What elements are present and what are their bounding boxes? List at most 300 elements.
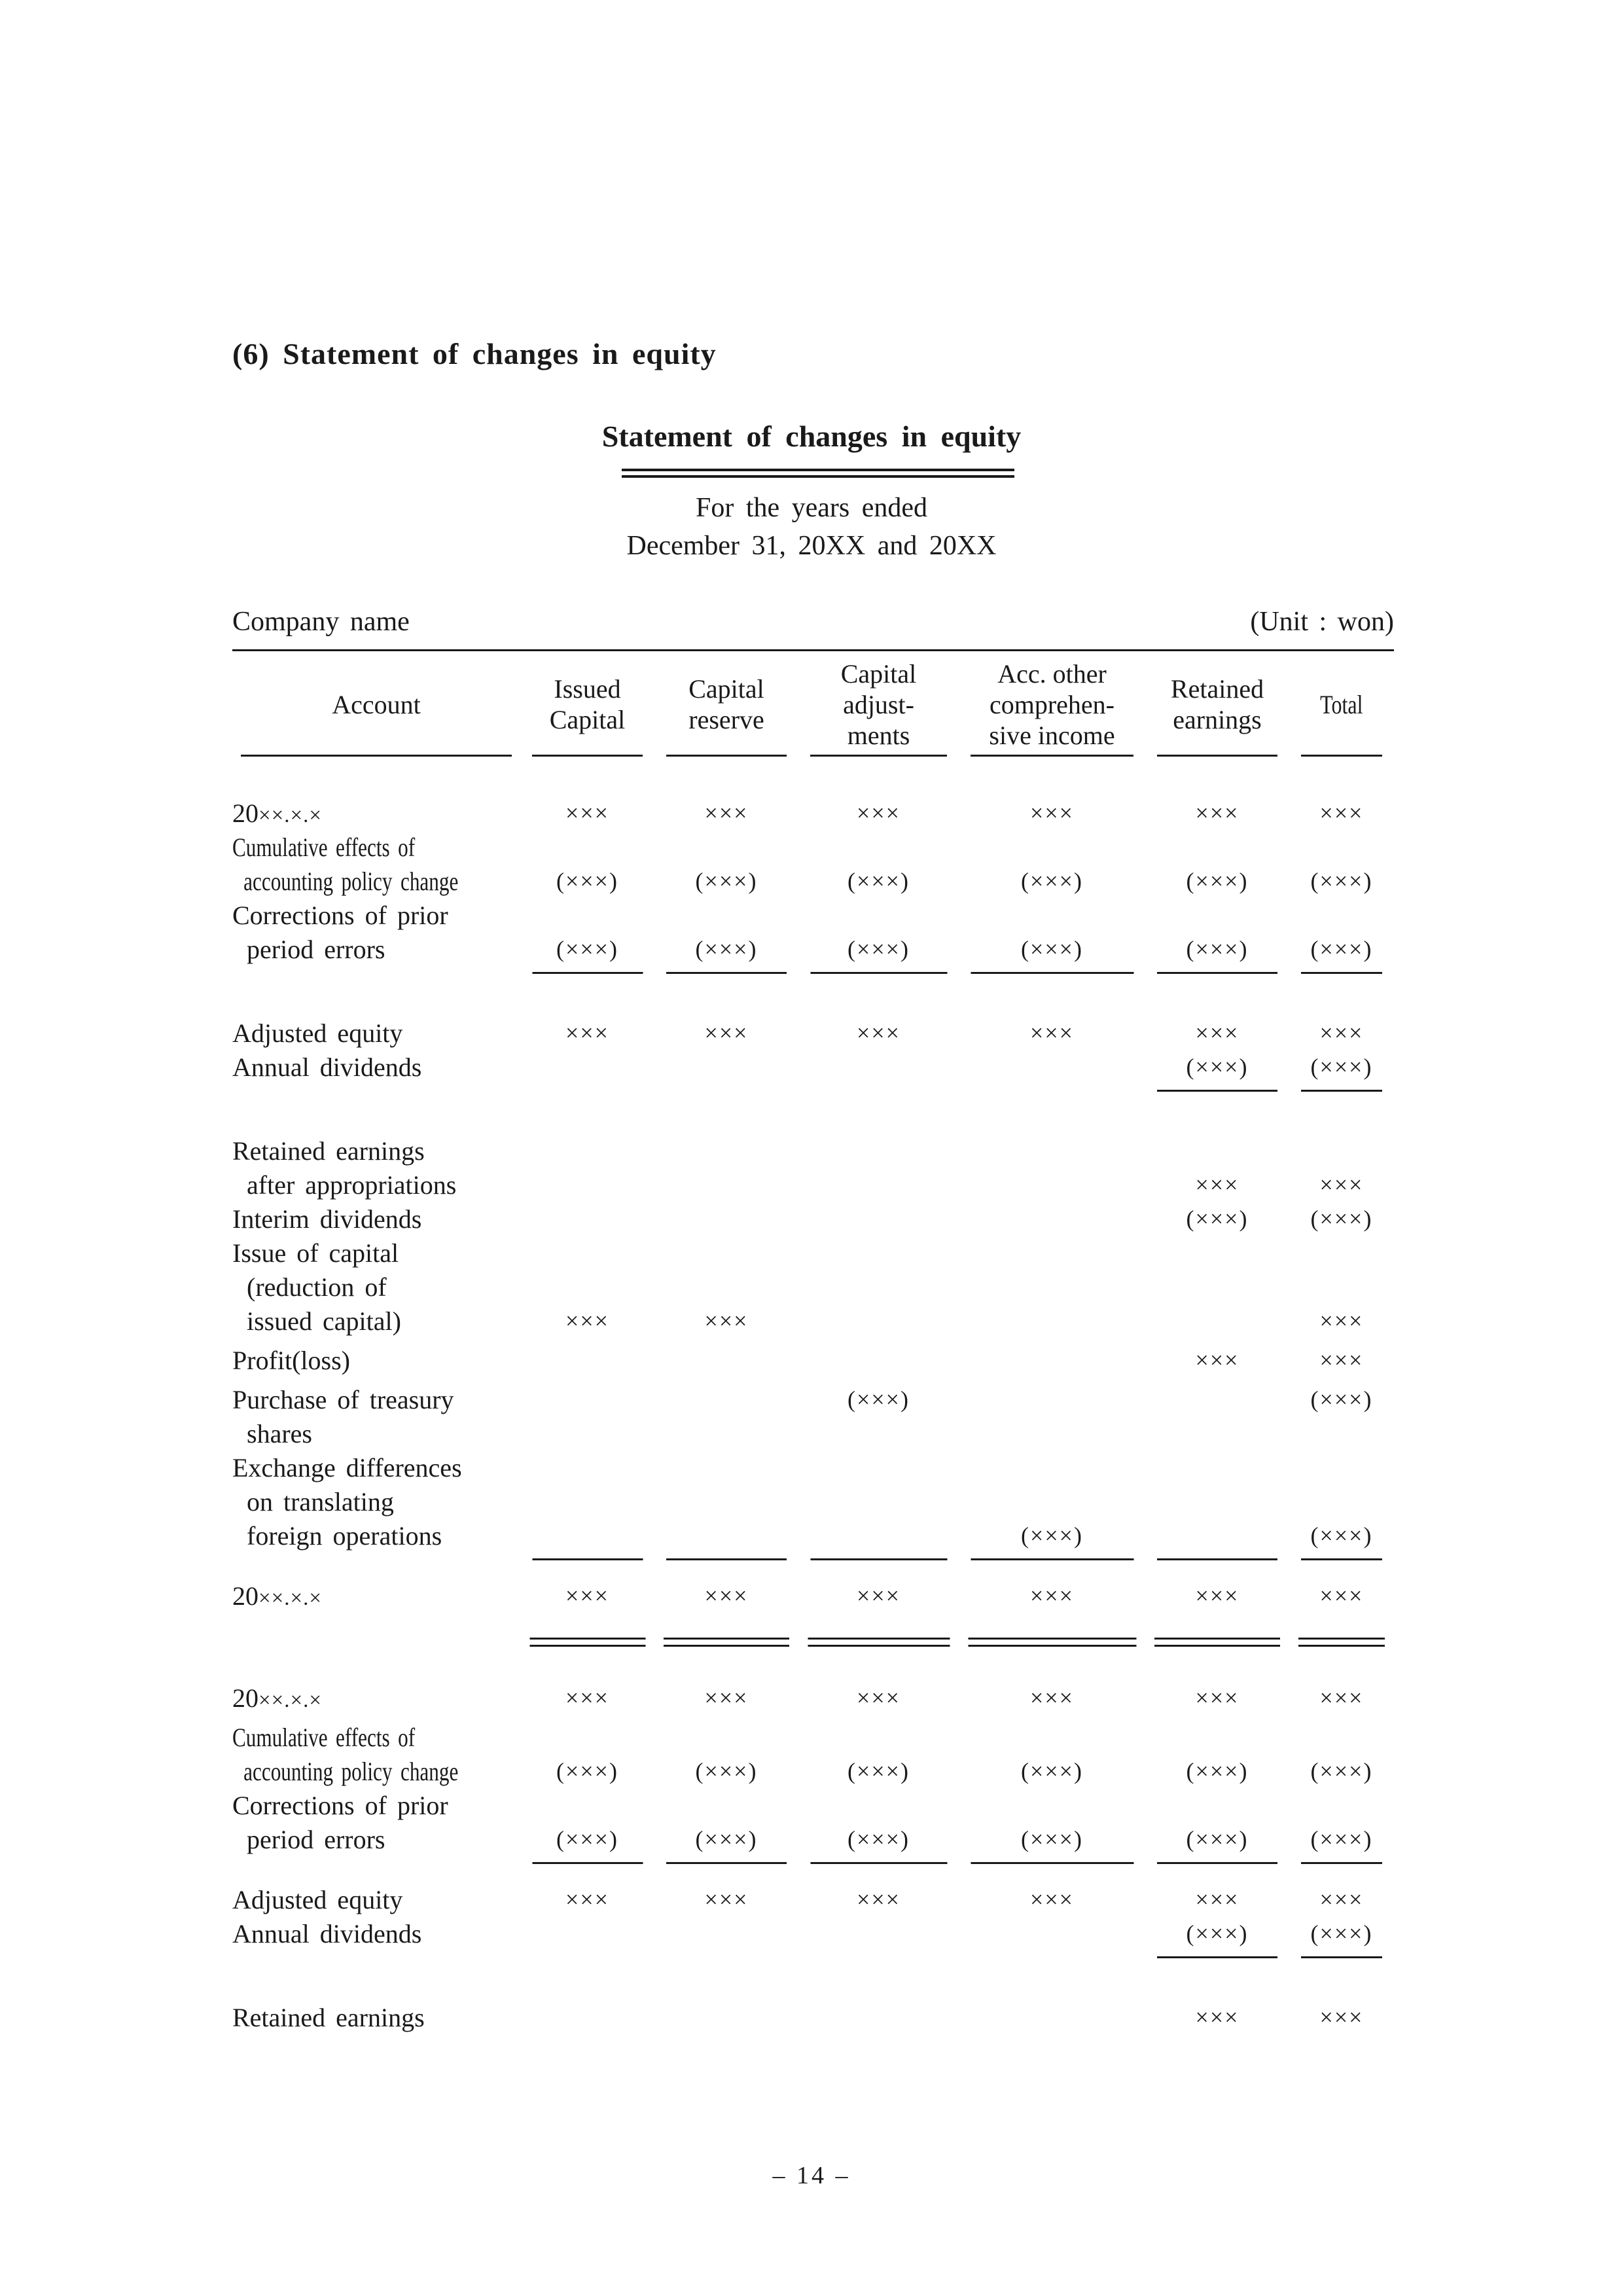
placeholder-amount: (×××) <box>695 936 758 962</box>
value-cell-capital-reserve <box>654 1518 798 1552</box>
value-cell-capital-reserve <box>654 1270 798 1304</box>
value-cell-capital-reserve <box>654 1681 798 1715</box>
value-cell-total <box>1289 1916 1394 1950</box>
account-label-cell <box>232 1050 520 1084</box>
value-cell-capital-reserve <box>654 1304 798 1338</box>
double-underline <box>1298 1638 1385 1647</box>
value-cell-capital-adjustments <box>798 932 959 966</box>
value-cell-acc-other-comprehensive-income <box>959 1236 1145 1270</box>
placeholder-amount: (×××) <box>1310 868 1373 894</box>
placeholder-amount: (×××) <box>556 868 618 894</box>
double-underline <box>529 1638 645 1647</box>
single-underline <box>971 972 1133 974</box>
placeholder-amount: (×××) <box>556 1826 618 1852</box>
account-label-cell <box>232 1822 520 1856</box>
column-header-issued-capital <box>520 673 654 735</box>
value-cell-issued-capital <box>520 1416 654 1450</box>
table-row <box>232 1343 1394 1377</box>
placeholder-amount: ××× <box>1319 800 1364 826</box>
value-cell-acc-other-comprehensive-income <box>959 1416 1145 1450</box>
value-cell-capital-adjustments <box>798 1382 959 1416</box>
value-cell-capital-adjustments <box>798 1484 959 1518</box>
placeholder-amount: ××× <box>1030 800 1074 826</box>
table-top-rule <box>232 649 1394 651</box>
value-cell-retained-earnings <box>1145 1416 1289 1450</box>
placeholder-amount: ××× <box>704 1886 749 1912</box>
value-cell-capital-reserve <box>654 1484 798 1518</box>
table-body <box>232 796 1394 2034</box>
column-header-line: Capital <box>549 705 626 734</box>
value-cell-issued-capital <box>520 1236 654 1270</box>
account-label: Annual dividends <box>232 1918 422 1948</box>
value-cell-capital-adjustments <box>798 1681 959 1715</box>
value-cell-total <box>1289 1270 1394 1304</box>
header-underline <box>810 755 947 757</box>
value-cell-issued-capital <box>520 1050 654 1084</box>
value-cell-acc-other-comprehensive-income <box>959 1822 1145 1856</box>
value-cell-total <box>1289 1882 1394 1916</box>
value-cell-retained-earnings <box>1145 1579 1289 1613</box>
value-cell-capital-adjustments <box>798 1304 959 1338</box>
account-label-cell <box>232 1450 520 1484</box>
value-cell-capital-adjustments <box>798 898 959 932</box>
value-cell-acc-other-comprehensive-income <box>959 796 1145 830</box>
placeholder-amount: ××× <box>1195 1583 1240 1609</box>
placeholder-amount: ××× <box>1195 2004 1240 2030</box>
header-rule-cell <box>798 755 959 757</box>
table-row <box>232 1236 1394 1270</box>
column-header-line: Account <box>332 689 421 719</box>
single-underline <box>810 1862 947 1864</box>
placeholder-amount: (×××) <box>1310 1386 1373 1412</box>
account-label: Issue of capital <box>232 1238 399 1268</box>
placeholder-amount: ××× <box>1195 1020 1240 1046</box>
value-cell-total <box>1289 1016 1394 1050</box>
header-rule-cell <box>1145 755 1289 757</box>
placeholder-amount: (×××) <box>1186 1758 1249 1784</box>
value-cell-issued-capital <box>520 1016 654 1050</box>
header-rule-cell <box>654 755 798 757</box>
table-row <box>232 1754 1394 1788</box>
value-cell-retained-earnings <box>1145 1168 1289 1202</box>
account-label: Adjusted equity <box>232 1884 403 1914</box>
placeholder-amount: ××× <box>704 1583 749 1609</box>
value-cell-capital-adjustments <box>798 1882 959 1916</box>
value-cell-retained-earnings <box>1145 796 1289 830</box>
value-cell-total <box>1289 1681 1394 1715</box>
value-cell-capital-adjustments <box>798 1822 959 1856</box>
statement-subtitle-line1: For the years ended <box>695 493 928 523</box>
placeholder-amount: (×××) <box>1186 1054 1249 1080</box>
account-label-cell <box>232 1236 520 1270</box>
placeholder-amount: (×××) <box>1186 1206 1249 1232</box>
company-unit-row <box>232 606 1394 637</box>
placeholder-amount: (×××) <box>847 868 910 894</box>
single-underline <box>1301 1558 1382 1560</box>
single-underline <box>532 1558 643 1560</box>
value-cell-retained-earnings <box>1145 1270 1289 1304</box>
value-cell-capital-reserve <box>654 1134 798 1168</box>
placeholder-amount: (×××) <box>695 868 758 894</box>
value-cell-total <box>1289 1822 1394 1856</box>
single-underline <box>1157 1862 1277 1864</box>
table-header-row <box>232 656 1394 753</box>
value-cell-total <box>1289 1382 1394 1416</box>
placeholder-amount: (×××) <box>695 1758 758 1784</box>
placeholder-amount: (×××) <box>556 936 618 962</box>
placeholder-amount: ××× <box>704 800 749 826</box>
value-cell-capital-adjustments <box>798 1050 959 1084</box>
value-cell-acc-other-comprehensive-income <box>959 1450 1145 1484</box>
value-cell-retained-earnings <box>1145 1484 1289 1518</box>
table-row <box>232 1450 1394 1484</box>
account-label-cell <box>232 1016 520 1050</box>
value-cell-capital-reserve <box>654 1382 798 1416</box>
page-number: – 14 – <box>772 2162 851 2189</box>
value-cell-capital-reserve <box>654 1050 798 1084</box>
account-label: Adjusted equity <box>232 1018 403 1048</box>
placeholder-amount: (×××) <box>1021 936 1083 962</box>
placeholder-amount: ××× <box>1319 1583 1364 1609</box>
value-cell-total <box>1289 932 1394 966</box>
table-row <box>232 1016 1394 1050</box>
account-label-cell <box>232 796 520 830</box>
value-cell-retained-earnings <box>1145 932 1289 966</box>
table-row <box>232 1382 1394 1416</box>
account-label: Retained earnings <box>232 1136 425 1166</box>
value-cell-issued-capital <box>520 796 654 830</box>
value-cell-capital-reserve <box>654 796 798 830</box>
column-header-line: ments <box>847 720 910 750</box>
column-header-total <box>1289 689 1394 720</box>
value-cell-total <box>1289 1168 1394 1202</box>
column-header-line: earnings <box>1173 705 1262 734</box>
value-cell-total <box>1289 830 1394 864</box>
placeholder-amount: ××× <box>1319 1886 1364 1912</box>
value-cell-acc-other-comprehensive-income <box>959 1579 1145 1613</box>
account-label: Annual dividends <box>232 1052 422 1082</box>
account-label: Cumulative effects of <box>232 1722 416 1752</box>
value-cell-acc-other-comprehensive-income <box>959 1754 1145 1788</box>
value-cell-retained-earnings <box>1145 1681 1289 1715</box>
value-cell-capital-reserve <box>654 1720 798 1754</box>
placeholder-amount: (×××) <box>1021 1826 1083 1852</box>
column-header-line: adjust- <box>843 689 914 719</box>
table-row <box>232 796 1394 830</box>
account-label: shares <box>247 1418 312 1448</box>
value-cell-retained-earnings <box>1145 1754 1289 1788</box>
value-cell-acc-other-comprehensive-income <box>959 1382 1145 1416</box>
account-label-cell <box>232 1304 520 1338</box>
placeholder-amount: (×××) <box>1021 1758 1083 1784</box>
value-cell-total <box>1289 1134 1394 1168</box>
value-cell-retained-earnings <box>1145 1916 1289 1950</box>
account-label-cell <box>232 1270 520 1304</box>
value-cell-capital-reserve <box>654 1822 798 1856</box>
placeholder-amount: ××× <box>1319 1685 1364 1711</box>
value-cell-total <box>1289 2000 1394 2034</box>
value-cell-acc-other-comprehensive-income <box>959 1518 1145 1552</box>
double-underline <box>968 1638 1136 1647</box>
account-label: Retained earnings <box>232 2002 425 2032</box>
value-cell-retained-earnings <box>1145 1202 1289 1236</box>
account-label: Corrections of prior <box>232 900 448 930</box>
value-cell-acc-other-comprehensive-income <box>959 1681 1145 1715</box>
value-cell-capital-reserve <box>654 1754 798 1788</box>
placeholder-amount: ××× <box>565 1308 609 1334</box>
account-label: foreign operations <box>247 1520 442 1551</box>
header-rule-cell <box>1289 755 1394 757</box>
placeholder-amount: ××× <box>565 1685 609 1711</box>
account-label-cell <box>232 1518 520 1552</box>
header-underline <box>1157 755 1277 757</box>
table-row <box>232 1050 1394 1084</box>
column-header-retained-earnings <box>1145 673 1289 735</box>
value-cell-capital-adjustments <box>798 2000 959 2034</box>
placeholder-amount: (×××) <box>1021 1522 1083 1549</box>
single-underline <box>810 1558 947 1560</box>
account-label <box>232 1683 322 1713</box>
single-underline <box>1301 1956 1382 1958</box>
value-cell-acc-other-comprehensive-income <box>959 1916 1145 1950</box>
account-label-cell <box>232 830 520 864</box>
account-label-cell <box>232 1343 520 1377</box>
single-underline <box>810 972 947 974</box>
placeholder-amount: ××× <box>1195 1886 1240 1912</box>
column-header-capital-adjustments <box>798 658 959 751</box>
value-cell-acc-other-comprehensive-income <box>959 1484 1145 1518</box>
account-label <box>232 798 322 829</box>
value-cell-issued-capital <box>520 1720 654 1754</box>
value-cell-capital-reserve <box>654 932 798 966</box>
placeholder-amount: (×××) <box>847 1826 910 1852</box>
placeholder-amount: ××× <box>1319 2004 1364 2030</box>
placeholder-amount: ××× <box>1319 1172 1364 1198</box>
value-cell-retained-earnings <box>1145 1518 1289 1552</box>
value-cell-retained-earnings <box>1145 1343 1289 1377</box>
date-year: 20 <box>232 1581 259 1611</box>
value-cell-capital-adjustments <box>798 830 959 864</box>
value-cell-acc-other-comprehensive-income <box>959 2000 1145 2034</box>
value-cell-total <box>1289 1236 1394 1270</box>
value-cell-capital-adjustments <box>798 1450 959 1484</box>
table-row <box>232 1822 1394 1856</box>
table-row <box>232 1484 1394 1518</box>
value-cell-issued-capital <box>520 1343 654 1377</box>
table-row <box>232 1788 1394 1822</box>
value-cell-total <box>1289 1450 1394 1484</box>
account-label: Corrections of prior <box>232 1790 448 1820</box>
placeholder-amount: (×××) <box>1310 1920 1373 1946</box>
placeholder-amount: (×××) <box>1021 868 1083 894</box>
value-cell-issued-capital <box>520 1788 654 1822</box>
single-underline <box>1301 972 1382 974</box>
placeholder-amount: ××× <box>1030 1886 1074 1912</box>
value-cell-retained-earnings <box>1145 1382 1289 1416</box>
date-year: 20 <box>232 1683 259 1713</box>
date-placeholder: ××.×.× <box>259 803 322 827</box>
value-cell-capital-adjustments <box>798 1236 959 1270</box>
column-header-capital-reserve <box>654 673 798 735</box>
value-cell-acc-other-comprehensive-income <box>959 1016 1145 1050</box>
placeholder-amount: (×××) <box>847 936 910 962</box>
statement-title: Statement of changes in equity <box>601 420 1022 453</box>
account-label-cell <box>232 1382 520 1416</box>
value-cell-total <box>1289 1343 1394 1377</box>
value-cell-capital-adjustments <box>798 1202 959 1236</box>
placeholder-amount: ××× <box>565 1020 609 1046</box>
value-cell-issued-capital <box>520 1134 654 1168</box>
value-cell-capital-adjustments <box>798 1518 959 1552</box>
header-rule-cell <box>959 755 1145 757</box>
statement-subtitle-line2: December 31, 20XX and 20XX <box>626 531 997 561</box>
placeholder-amount: ××× <box>1030 1020 1074 1046</box>
value-cell-acc-other-comprehensive-income <box>959 898 1145 932</box>
placeholder-amount: (×××) <box>1310 1206 1373 1232</box>
account-label-cell <box>232 2000 520 2034</box>
value-cell-capital-adjustments <box>798 1016 959 1050</box>
section-heading: (6) Statement of changes in equity <box>232 337 717 370</box>
equity-table <box>232 656 1394 2034</box>
single-underline <box>1157 1558 1277 1560</box>
column-header-line: comprehen- <box>989 689 1115 719</box>
date-placeholder: ××.×.× <box>259 1586 322 1610</box>
placeholder-amount: ××× <box>565 800 609 826</box>
value-cell-capital-adjustments <box>798 1416 959 1450</box>
value-cell-capital-adjustments <box>798 1916 959 1950</box>
account-label: period errors <box>247 934 385 964</box>
value-cell-total <box>1289 1788 1394 1822</box>
value-cell-capital-reserve <box>654 1916 798 1950</box>
value-cell-retained-earnings <box>1145 1134 1289 1168</box>
table-row <box>232 932 1394 966</box>
value-cell-capital-reserve <box>654 1343 798 1377</box>
value-cell-retained-earnings <box>1145 1050 1289 1084</box>
placeholder-amount: (×××) <box>847 1758 910 1784</box>
value-cell-issued-capital <box>520 898 654 932</box>
account-label-cell <box>232 1202 520 1236</box>
account-label: issued capital) <box>247 1306 401 1336</box>
value-cell-acc-other-comprehensive-income <box>959 1343 1145 1377</box>
double-underline <box>1154 1638 1280 1647</box>
value-cell-total <box>1289 864 1394 898</box>
account-label-cell <box>232 1168 520 1202</box>
single-underline <box>666 972 787 974</box>
placeholder-amount: (×××) <box>1186 936 1249 962</box>
single-underline <box>1301 1090 1382 1092</box>
value-cell-issued-capital <box>520 1754 654 1788</box>
account-label-cell <box>232 1720 520 1754</box>
column-header-line: Total <box>1320 689 1363 719</box>
value-cell-retained-earnings <box>1145 1236 1289 1270</box>
account-label-cell <box>232 864 520 898</box>
value-cell-issued-capital <box>520 830 654 864</box>
value-cell-capital-reserve <box>654 830 798 864</box>
placeholder-amount: ××× <box>704 1308 749 1334</box>
placeholder-amount: (×××) <box>1310 936 1373 962</box>
value-cell-acc-other-comprehensive-income <box>959 1788 1145 1822</box>
account-label-cell <box>232 1916 520 1950</box>
single-underline <box>971 1558 1133 1560</box>
value-cell-issued-capital <box>520 1202 654 1236</box>
placeholder-amount: ××× <box>1195 1172 1240 1198</box>
value-cell-issued-capital <box>520 932 654 966</box>
placeholder-amount: ××× <box>1195 1347 1240 1373</box>
placeholder-amount: ××× <box>565 1583 609 1609</box>
header-underline <box>241 755 512 757</box>
placeholder-amount: ××× <box>1030 1685 1074 1711</box>
value-cell-capital-adjustments <box>798 1168 959 1202</box>
placeholder-amount: ××× <box>1195 1685 1240 1711</box>
table-header-rules <box>232 755 1394 757</box>
header-rule-cell <box>232 755 520 757</box>
table-row <box>232 1134 1394 1168</box>
account-label: accounting policy change <box>243 1756 459 1786</box>
placeholder-amount: ××× <box>1319 1020 1364 1046</box>
value-cell-acc-other-comprehensive-income <box>959 1050 1145 1084</box>
value-cell-retained-earnings <box>1145 1720 1289 1754</box>
account-label-cell <box>232 1579 520 1613</box>
value-cell-total <box>1289 1416 1394 1450</box>
value-cell-issued-capital <box>520 1882 654 1916</box>
placeholder-amount: (×××) <box>1186 1920 1249 1946</box>
value-cell-issued-capital <box>520 1304 654 1338</box>
account-label: Purchase of treasury <box>232 1384 454 1414</box>
date-year: 20 <box>232 798 259 828</box>
table-row <box>232 1304 1394 1338</box>
value-cell-capital-adjustments <box>798 1343 959 1377</box>
single-underline <box>1301 1862 1382 1864</box>
value-cell-capital-adjustments <box>798 1134 959 1168</box>
placeholder-amount: ××× <box>704 1020 749 1046</box>
date-placeholder: ××.×.× <box>259 1688 322 1712</box>
placeholder-amount: (×××) <box>1310 1054 1373 1080</box>
value-cell-issued-capital <box>520 2000 654 2034</box>
single-underline <box>532 972 643 974</box>
table-row <box>232 1720 1394 1754</box>
account-label-cell <box>232 1681 520 1715</box>
value-cell-total <box>1289 796 1394 830</box>
column-header-line: Capital <box>688 674 764 704</box>
value-cell-total <box>1289 1518 1394 1552</box>
table-row <box>232 1168 1394 1202</box>
single-underline <box>971 1862 1133 1864</box>
value-cell-capital-adjustments <box>798 864 959 898</box>
value-cell-capital-adjustments <box>798 796 959 830</box>
account-label-cell <box>232 898 520 932</box>
value-cell-capital-reserve <box>654 1202 798 1236</box>
column-header-acc-other-comprehensive-income <box>959 658 1145 751</box>
placeholder-amount: ××× <box>857 1685 901 1711</box>
title-double-rule <box>622 469 1014 478</box>
account-label: after appropriations <box>247 1170 457 1200</box>
value-cell-capital-reserve <box>654 1236 798 1270</box>
account-label-cell <box>232 1754 520 1788</box>
account-label-cell <box>232 1484 520 1518</box>
header-underline <box>1301 755 1382 757</box>
placeholder-amount: ××× <box>1195 800 1240 826</box>
header-underline <box>666 755 787 757</box>
column-header-line: Retained <box>1170 674 1264 704</box>
table-row <box>232 1882 1394 1916</box>
value-cell-capital-adjustments <box>798 1270 959 1304</box>
single-underline <box>666 1558 787 1560</box>
value-cell-retained-earnings <box>1145 830 1289 864</box>
table-row <box>232 898 1394 932</box>
header-underline <box>971 755 1133 757</box>
header-rule-cell <box>520 755 654 757</box>
placeholder-amount: ××× <box>857 1583 901 1609</box>
